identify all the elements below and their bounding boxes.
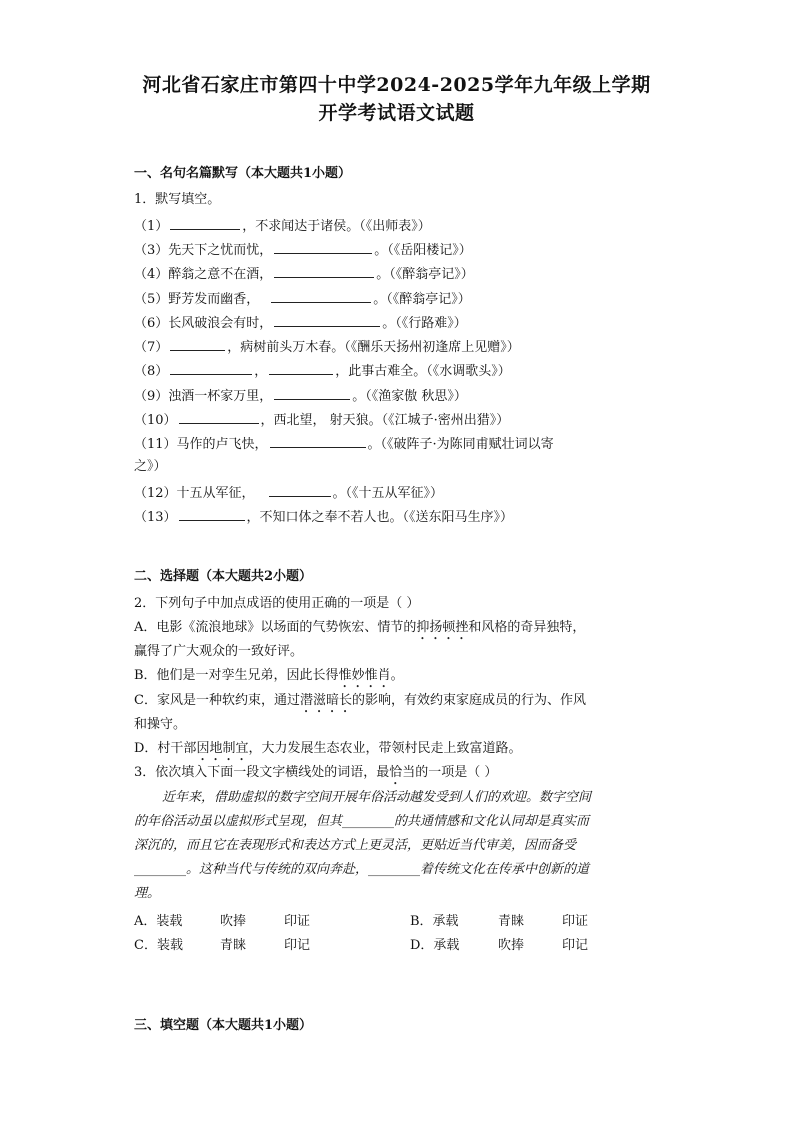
option-text: A．电影《流浪地球》以场面的气势恢宏、情节的	[134, 620, 417, 635]
fill-item-11	[134, 435, 554, 453]
option-b-word1[interactable]: B．承载	[410, 914, 459, 929]
fill-item-suffix: 。（《渔家傲 秋思》）	[352, 389, 467, 404]
option-c-word2: 青睐	[220, 938, 247, 953]
fill-item-11-continued: 之》）	[134, 459, 167, 474]
passage-line3: 深沉的，而且它在表现形式和表达方式上更灵活，更贴近当代审美，因而备受	[134, 838, 577, 853]
option-c-line1	[134, 693, 586, 716]
fill-item-suffix: 。（《破阵子·为陈同甫赋壮词以寄	[367, 437, 554, 452]
fill-item-4	[134, 265, 474, 283]
option-d-word3: 印记	[562, 938, 589, 953]
stem-text: 3．依次填入下面一段文字横线处的词语，最	[134, 765, 390, 780]
dotted-idiom: 惟妙惟肖	[338, 668, 391, 683]
fill-item-8	[134, 362, 511, 380]
option-text: 和风格的奇异独特，	[468, 620, 586, 635]
fill-item-5	[134, 290, 471, 308]
fill-item-10	[134, 411, 509, 429]
fill-item-suffix: ，不求闻达于诸侯。（《出师表》）	[242, 219, 431, 234]
option-text: C．家风是一种软约束，通过	[134, 693, 300, 708]
fill-item-13	[134, 508, 513, 526]
fill-item-prefix: （3）先天下之忧而忧，	[134, 243, 273, 258]
fill-item-prefix: （12）十五从军征，	[134, 486, 255, 501]
fill-item-prefix: （4）醉翁之意不在酒，	[134, 267, 273, 282]
question-1-stem: 1．默写填空。	[134, 192, 221, 207]
fill-item-12	[134, 484, 443, 502]
fill-item-suffix: 。（《行路难》）	[382, 316, 467, 331]
answer-blank[interactable]	[270, 435, 366, 448]
fill-item-prefix: （8）	[134, 364, 169, 379]
option-text: D．村干部	[134, 741, 197, 756]
option-c-line2: 和操守。	[134, 717, 187, 732]
passage-line4: ________。这种当代与传统的双向奔赴，________着传统文化在传承中创新的道	[134, 862, 590, 877]
answer-blank[interactable]	[179, 411, 259, 424]
option-c-word3: 印记	[284, 938, 311, 953]
answer-blank[interactable]	[274, 265, 374, 278]
option-text: B．他们是一对孪生兄弟，因此长得	[134, 668, 339, 683]
answer-blank[interactable]	[269, 484, 331, 497]
fill-item-suffix: ，西北望， 射天狼。（《江城子·密州出猎》）	[260, 413, 510, 428]
fill-item-7	[134, 338, 520, 356]
dotted-idiom: 潜滋暗长	[299, 693, 352, 708]
answer-blank[interactable]	[170, 362, 252, 375]
option-a-word1[interactable]: A．装载	[134, 914, 183, 929]
fill-item-prefix: （11）马作的卢飞快，	[134, 437, 268, 452]
option-b-word3: 印证	[562, 914, 589, 929]
fill-item-prefix: （5）野芳发而幽香，	[134, 292, 260, 307]
option-text: 的影响，有效约束家庭成员的行为、作风	[351, 693, 586, 708]
fill-item-suffix: 。（《醉翁亭记》）	[376, 267, 474, 282]
dotted-idiom: 抑扬顿挫	[416, 620, 469, 635]
fill-item-3	[134, 241, 472, 259]
question-3-stem	[134, 765, 497, 788]
answer-blank[interactable]	[269, 362, 333, 375]
answer-blank[interactable]	[274, 241, 372, 254]
fill-item-prefix: （9）浊酒一杯家万里，	[134, 389, 273, 404]
fill-item-6	[134, 314, 467, 332]
option-d-word2: 吹捧	[498, 938, 525, 953]
dotted-idiom: 因地制宜	[196, 741, 249, 756]
option-b	[134, 668, 404, 691]
option-a-word2: 吹捧	[220, 914, 247, 929]
section3-heading: 三、填空题（本大题共1小题）	[134, 1018, 313, 1033]
exam-title-line1: 河北省石家庄市第四十中学2024-2025学年九年级上学期	[142, 74, 651, 96]
option-text: ，大力发展生态农业，带领村民走上致富道路。	[248, 741, 522, 756]
answer-blank[interactable]	[170, 217, 240, 230]
fill-item-prefix: （1）	[134, 219, 169, 234]
fill-item-1	[134, 217, 431, 235]
fill-item-suffix: ，病树前头万木春。（《酬乐天扬州初逢席上见赠》）	[227, 340, 520, 355]
fill-item-prefix: （13）	[134, 510, 177, 525]
fill-item-suffix: ，不知口体之奉不若人也。（《送东阳马生序》）	[246, 510, 514, 525]
option-a-word3: 印证	[284, 914, 311, 929]
answer-blank[interactable]	[179, 508, 245, 521]
section1-heading: 一、名句名篇默写（本大题共1小题）	[134, 166, 352, 181]
fill-item-prefix: （10）	[134, 413, 177, 428]
fill-item-middle: ，	[254, 364, 268, 379]
section2-heading: 二、选择题（本大题共2小题）	[134, 569, 313, 584]
question-2-stem: 2．下列句子中加点成语的使用正确的一项是（ ）	[134, 596, 420, 611]
fill-item-suffix: ，此事古难全。（《水调歌头》）	[335, 364, 511, 379]
fill-item-suffix: 。（《十五从军征》）	[332, 486, 444, 501]
fill-item-prefix: （7）	[134, 340, 169, 355]
answer-blank[interactable]	[274, 314, 380, 327]
passage-line1: 近年来，借助虚拟的数字空间开展年俗活动越发受到人们的欢迎。数字空间	[162, 790, 592, 805]
stem-text: 当的一项是（ ）	[402, 765, 498, 780]
option-a-line2: 赢得了广大观众的一致好评。	[134, 644, 304, 659]
option-c-word1[interactable]: C．装载	[134, 938, 183, 953]
option-a-line1	[134, 620, 585, 643]
option-b-word2: 青睐	[498, 914, 525, 929]
fill-item-suffix: 。（《岳阳楼记》）	[374, 243, 472, 258]
dotted-char: 恰	[389, 765, 403, 780]
answer-blank[interactable]	[271, 290, 371, 303]
option-d	[134, 741, 521, 764]
fill-item-suffix: 。（《醉翁亭记》）	[373, 292, 471, 307]
answer-blank[interactable]	[170, 338, 225, 351]
answer-blank[interactable]	[274, 387, 350, 400]
passage-line2: 的年俗活动虽以虚拟形式呈现，但其________的共通情感和文化认同却是真实而	[134, 814, 590, 829]
option-d-word1[interactable]: D．承载	[410, 938, 460, 953]
option-text: 。	[390, 668, 404, 683]
exam-title-line2: 开学考试语文试题	[318, 102, 475, 124]
fill-item-prefix: （6）长风破浪会有时，	[134, 316, 273, 331]
passage-line5: 理。	[134, 886, 161, 901]
fill-item-9	[134, 387, 467, 405]
